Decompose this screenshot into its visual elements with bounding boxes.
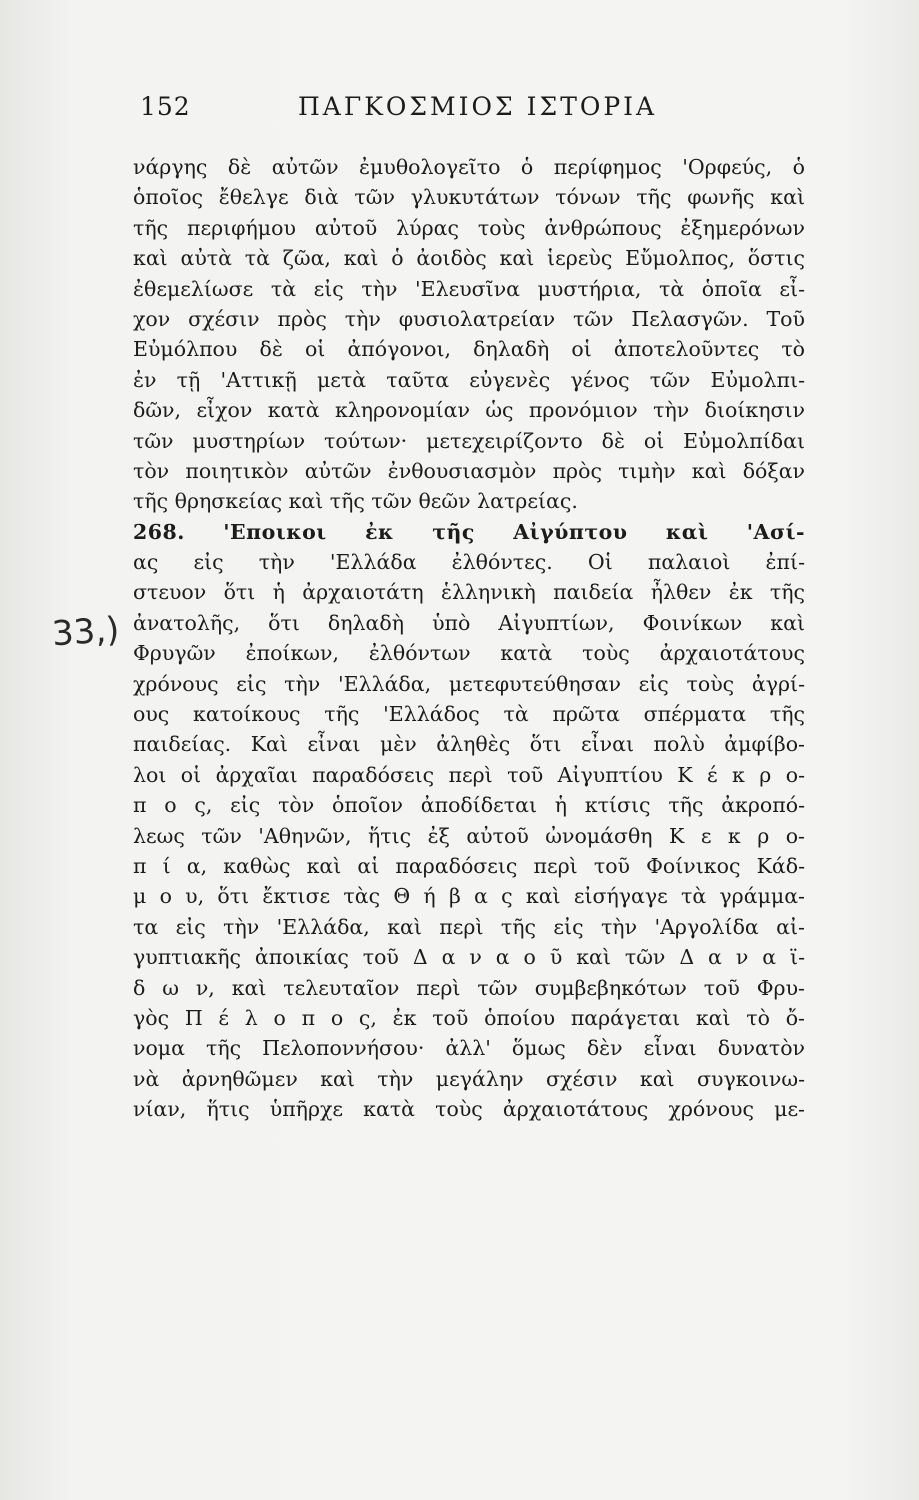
text-line: τα εἰς τὴν 'Ελλάδα, καὶ περὶ τῆς εἰς τὴν 'Αργολίδα αἰ- — [133, 914, 805, 939]
text-line: δῶν, εἶχον κατὰ κληρονομίαν ὡς προνόμιον τὴν διοίκησιν — [133, 398, 805, 423]
text-line: νίαν, ἥτις ὑπῆρχε κατὰ τοὺς ἀρχαιοτάτους χρόνους με- — [133, 1097, 805, 1122]
text-line: νομα τῆς Πελοποννήσου· ἀλλ' ὅμως δὲν εἶναι δυνατὸν — [133, 1036, 805, 1061]
text-line: ἀνατολῆς, ὅτι δηλαδὴ ὑπὸ Αἰγυπτίων, Φοινίκων καὶ — [133, 610, 805, 635]
text-line: νάργης δὲ αὐτῶν ἐμυθολογεῖτο ὁ περίφημος 'Ορφεύς, ὁ — [133, 155, 805, 179]
text-line: τὸν ποιητικὸν αὐτῶν ἐνθουσιασμὸν πρὸς τιμὴν καὶ δόξαν — [133, 458, 805, 483]
body-text — [133, 152, 805, 1125]
text-line: χον σχέσιν πρὸς τὴν φυσιολατρείαν τῶν Πελασγῶν. Τοῦ — [133, 306, 805, 331]
text-line: δ ω ν, καὶ τελευταῖον περὶ τῶν συμβεβηκότων τοῦ Φρυ- — [133, 975, 805, 1000]
section-heading-line: ας εἰς τὴν 'Ελλάδα ἐλθόντες. Οἱ παλαιοὶ ἐπί- — [133, 550, 805, 575]
text-line: ους κατοίκους τῆς 'Ελλάδος τὰ πρῶτα σπέρματα τῆς — [133, 702, 805, 727]
text-line: γυπτιακῆς ἀποικίας τοῦ Δ α ν α ο ῦ καὶ τῶν Δ α ν α ϊ- — [133, 945, 805, 970]
text-line: π ί α, καθὼς καὶ αἱ παραδόσεις περὶ τοῦ Φοίνικος Κάδ- — [133, 853, 805, 878]
text-line: λοι οἱ ἀρχαῖαι παραδόσεις περὶ τοῦ Αἰγυπτίου Κ έ κ ρ ο- — [133, 762, 805, 787]
text-line: τῆς θρησκείας καὶ τῆς τῶν θεῶν λατρείας. — [133, 489, 578, 514]
text-line: νὰ ἀρνηθῶμεν καὶ τὴν μεγάλην σχέσιν καὶ συγκοινω- — [133, 1066, 805, 1091]
text-line: λεως τῶν 'Αθηνῶν, ἥτις ἐξ αὐτοῦ ὠνομάσθη Κ ε κ ρ ο- — [133, 823, 805, 848]
text-line: Φρυγῶν ἐποίκων, ἐλθόντων κατὰ τοὺς ἀρχαιοτάτους — [133, 641, 805, 666]
text-line: γὸς Π έ λ ο π ο ς, ἐκ τοῦ ὁποίου παράγεται καὶ τὸ ὄ- — [133, 1005, 805, 1030]
section-heading: 268. 'Εποικοι ἐκ τῆς Αἰγύπτου καὶ 'Ασί- — [133, 519, 805, 544]
page-number: 152 — [140, 92, 191, 121]
text-line: στευον ὅτι ἡ ἀρχαιοτάτη ἑλληνικὴ παιδεία ἦλθεν ἐκ τῆς — [133, 580, 805, 605]
handwritten-margin-note: 33,) — [50, 609, 121, 655]
text-line: μ ο υ, ὅτι ἔκτισε τὰς Θ ή β α ς καὶ εἰσήγαγε τὰ γράμμα- — [133, 884, 805, 909]
text-line: καὶ αὐτὰ τὰ ζῶα, καὶ ὁ ἀοιδὸς καὶ ἱερεὺς Εὔμολπος, ὅστις — [133, 246, 805, 271]
running-title: ΠΑΓΚΟΣΜΙΟΣ ΙΣΤΟΡΙΑ — [298, 92, 658, 121]
text-line: Εὐμόλπου δὲ οἱ ἀπόγονοι, δηλαδὴ οἱ ἀποτελοῦντες τὸ — [133, 337, 805, 362]
text-line: π ο ς, εἰς τὸν ὁποῖον ἀποδίδεται ἡ κτίσις τῆς ἀκροπό- — [133, 793, 805, 818]
text-line: τῆς περιφήμου αὐτοῦ λύρας τοὺς ἀνθρώπους ἐξημερόνων — [133, 215, 805, 240]
section-heading-line — [133, 517, 805, 547]
text-line: ἐθεμελίωσε τὰ εἰς τὴν 'Ελευσῖνα μυστήρια, τὰ ὁποῖα εἶ- — [133, 276, 805, 301]
page-header — [132, 92, 804, 132]
text-line: παιδείας. Καὶ εἶναι μὲν ἀληθὲς ὅτι εἶναι πολὺ ἀμφίβο- — [133, 732, 805, 757]
text-line: ὁποῖος ἔθελγε διὰ τῶν γλυκυτάτων τόνων τῆς φωνῆς καὶ — [133, 185, 805, 210]
text-line: ἐν τῇ 'Αττικῇ μετὰ ταῦτα εὐγενὲς γένος τῶν Εὐμολπι- — [133, 367, 805, 392]
text-line: χρόνους εἰς τὴν 'Ελλάδα, μετεφυτεύθησαν εἰς τοὺς ἀγρί- — [133, 671, 805, 696]
text-line: τῶν μυστηρίων τούτων· μετεχειρίζοντο δὲ οἱ Εὐμολπίδαι — [133, 428, 805, 453]
